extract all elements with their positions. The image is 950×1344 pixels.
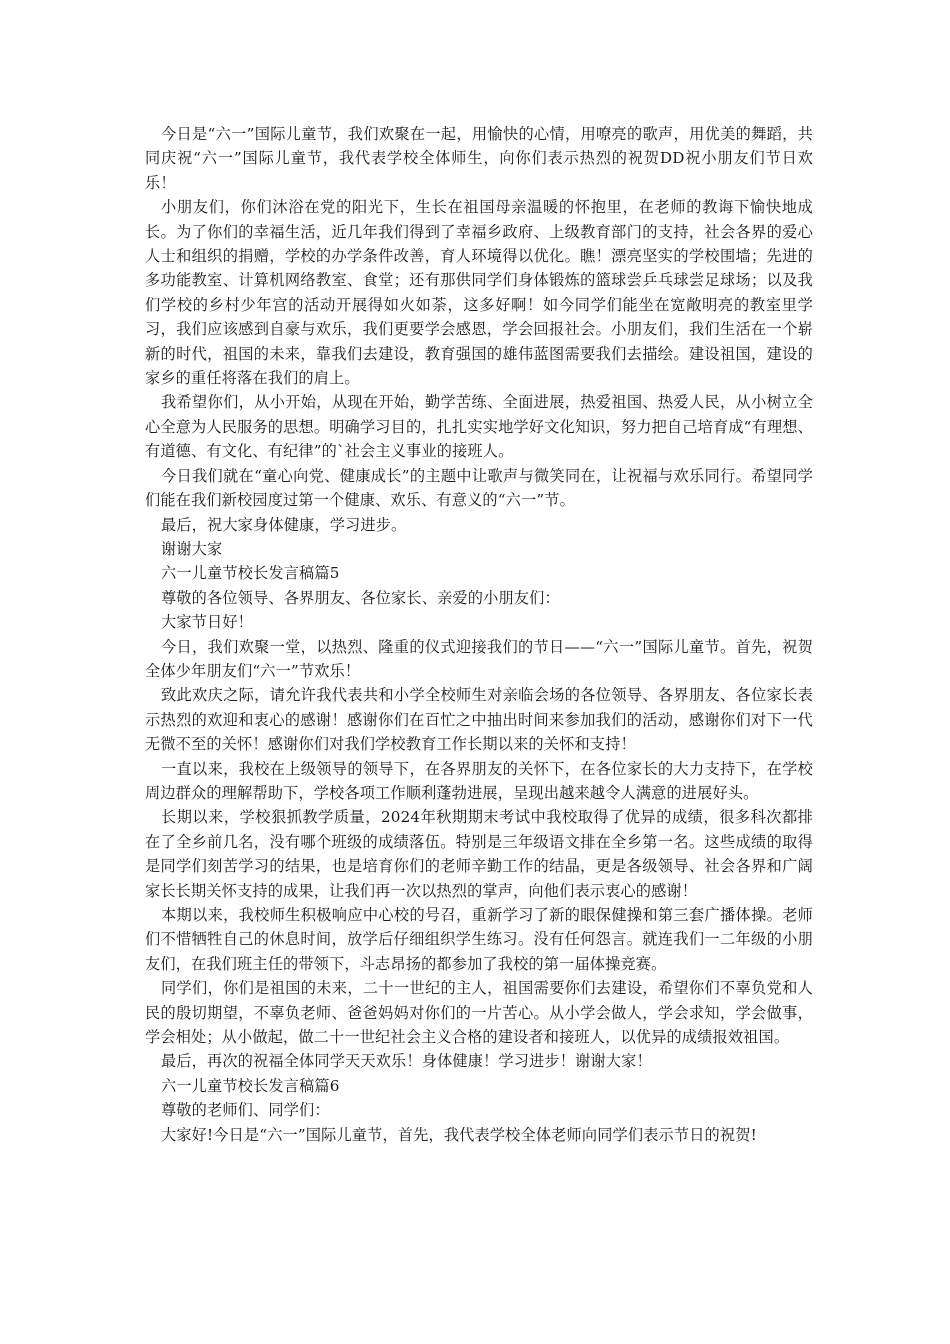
- paragraph-5: 最后，祝大家身体健康，学习进步。: [161, 515, 407, 534]
- document-body: [145, 122, 813, 1147]
- paragraph-4: 今日我们就在“童心向党、健康成长”的主题中让歌声与微笑同在，让祝福与欢乐同行。希望同学们能在我们新校园度过第一个健康、欢乐、有意义的“六一”节。: [145, 466, 813, 510]
- paragraph-8: 尊敬的各位领导、各界朋友、各位家长、亲爱的小朋友们：: [161, 588, 560, 607]
- paragraph-18: 尊敬的老师们、同学们：: [161, 1101, 330, 1120]
- section-heading-5: 六一儿童节校长发言稿篇5: [161, 564, 340, 583]
- paragraph-2: 小朋友们，你们沐浴在党的阳光下，生长在祖国母亲温暖的怀抱里，在老师的教诲下愉快地成长。为了你们的幸福生活，近几年我们得到了幸福乡政府、上级教育部门的支持，社会各界的爱心人士和组织的捐赠，学校的办学条件改善，育人环境得以优化。瞧！漂亮坚实的学校围墙；先进的多功能教室、计算机网络教室、食堂；还有那供同学们身体锻炼的篮球尝乒乓球尝足球场；以及我们学校的乡村少年宫的活动开展得如火如荼，这多好啊！如今同学们能坐在宽敞明亮的教室里学习，我们应该感到自豪与欢乐，我们更要学会感恩，学会回报社会。小朋友们，我们生活在一个崭新的时代，祖国的未来，靠我们去建设，教育强国的雄伟蓝图需要我们去描绘。建设祖国，建设的家乡的重任将落在我们的肩上。: [145, 198, 813, 388]
- paragraph-16: 最后，再次的祝福全体同学天天欢乐！身体健康！学习进步！谢谢大家！: [161, 1052, 652, 1071]
- paragraph-3: 我希望你们，从小开始，从现在开始，勤学苦练、全面进展，热爱祖国、热爱人民，从小树立全心全意为人民服务的思想。明确学习目的，扎扎实实地学好文化知识，努力把自己培育成“有理想、有道德、有文化、有纪律”的`社会主义事业的接班人。: [145, 393, 813, 461]
- paragraph-15: 同学们，你们是祖国的未来，二十一世纪的主人，祖国需要你们去建设，希望你们不辜负党和人民的殷切期望，不辜负老师、爸爸妈妈对你们的一片苦心。从小学会做人，学会求知，学会做事，学会相处；从小做起，做二十一世纪社会主义合格的建设者和接班人，以优异的成绩报效祖国。: [145, 979, 813, 1047]
- paragraph-1: 今日是“六一”国际儿童节，我们欢聚在一起，用愉快的心情，用嘹亮的歌声，用优美的舞蹈，共同庆祝“六一”国际儿童节，我代表学校全体师生，向你们表示热烈的祝贺DD祝小朋友们节日欢乐！: [145, 125, 813, 192]
- paragraph-19: 大家好!今日是“六一”国际儿童节，首先，我代表学校全体老师向同学们表示节日的祝贺!: [161, 1125, 757, 1144]
- paragraph-12: 一直以来，我校在上级领导的领导下，在各界朋友的关怀下，在各位家长的大力支持下，在学校周边群众的理解帮助下，学校各项工作顺利蓬勃进展，呈现出越来越令人满意的进展好头。: [145, 759, 813, 802]
- paragraph-6: 谢谢大家: [161, 539, 223, 558]
- section-heading-6: 六一儿童节校长发言稿篇6: [161, 1076, 340, 1095]
- paragraph-13: 长期以来，学校狠抓教学质量，2024年秋期期末考试中我校取得了优异的成绩，很多科次都排在了全乡前几名，没有哪个班级的成绩落伍。特别是三年级语文排在全乡第一名。这些成绩的取得是同学们刻苦学习的结果，也是培育你们的老师辛勤工作的结晶，更是各级领导、社会各界和广阔家长长期关怀支持的成果，让我们再一次以热烈的掌声，向他们表示衷心的感谢！: [145, 808, 813, 900]
- paragraph-11: 致此欢庆之际，请允许我代表共和小学全校师生对亲临会场的各位领导、各界朋友、各位家长表示热烈的欢迎和衷心的感谢！感谢你们在百忙之中抽出时间来参加我们的活动，感谢你们对下一代无微不至的关怀！感谢你们对我们学校教育工作长期以来的关怀和支持！: [145, 686, 813, 754]
- paragraph-10: 今日，我们欢聚一堂，以热烈、隆重的仪式迎接我们的节日——“六一”国际儿童节。首先，祝贺全体少年朋友们“六一”节欢乐！: [145, 637, 813, 680]
- paragraph-14: 本期以来，我校师生积极响应中心校的号召，重新学习了新的眼保健操和第三套广播体操。老师们不惜牺牲自己的休息时间，放学后仔细组织学生练习。没有任何怨言。就连我们一二年级的小朋友们，在我们班主任的带领下，斗志昂扬的都参加了我校的第一届体操竞赛。: [145, 906, 813, 973]
- paragraph-9: 大家节日好！: [161, 613, 254, 632]
